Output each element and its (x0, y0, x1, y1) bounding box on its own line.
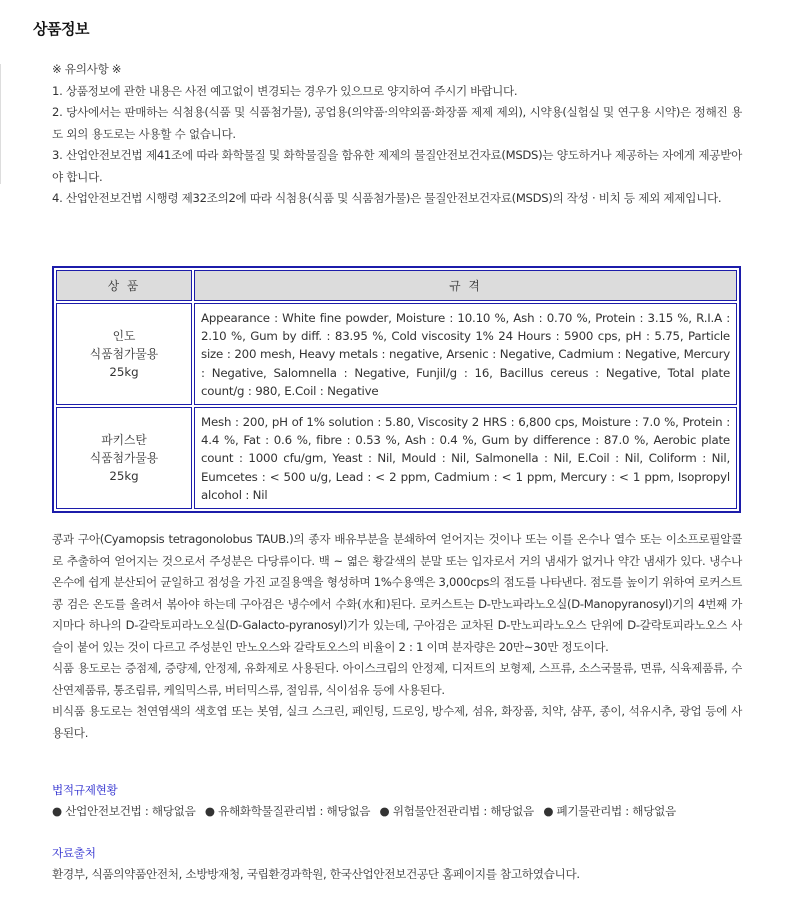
table-row (56, 407, 737, 509)
product-size: 25kg (109, 469, 139, 484)
product-cell (56, 303, 192, 405)
regulation-item: ● 유해화학물질관리법 : 해당없음 (204, 804, 371, 818)
regulation-item: ● 위험물안전관리법 : 해당없음 (379, 804, 534, 818)
regulation-item: ● 산업안전보건법 : 해당없음 (52, 804, 196, 818)
regulation-title: 법적규제현황 (52, 783, 118, 797)
page-title: 상품정보 (33, 20, 89, 38)
notice-heading: ※ 유의사항 ※ (52, 62, 122, 76)
header-product: 상 품 (56, 270, 192, 301)
left-divider (0, 64, 1, 184)
notice-item: 4. 산업안전보건법 시행령 제32조의2에 따라 식첨용(식품 및 식품첨가물)은 물질안전보건자료(MSDS)의 작성 · 비치 등 제외 제제입니다. (52, 191, 722, 205)
header-spec: 규 격 (194, 270, 737, 301)
product-origin: 파키스탄 (101, 433, 147, 448)
notice-item: 1. 상품정보에 관한 내용은 사전 예고없이 변경되는 경우가 있으므로 양지하여 주시기 바랍니다. (52, 83, 518, 98)
regulation-list (52, 803, 682, 819)
product-origin: 인도 (112, 329, 136, 343)
source-text: 환경부, 식품의약품안전처, 소방방재청, 국립환경과학원, 한국산업안전보건공단 홈페이지를 참고하였습니다. (52, 867, 580, 881)
table-header-row (56, 270, 737, 301)
spec-cell: Mesh : 200, pH of 1% solution : 5.80, Viscosity 2 HRS : 6,800 cps, Moisture : 7.0 %, Protein : 4.4 %, Fat : 0.6 %, fibre : 0.53 %, Ash : 0.4 %, Gum by difference : 87.0 %, Aerobic plate count : 1000 cfu/gm, Yeast : Nil, Mould : Nil, Salmonella : Nil, E.Coil : Nil, Coliform : Nil, Eumcetes : < 500 u/g, Lead : < 2 ppm, Cadmium : < 1 ppm, Mercury : < 1 ppm, Isopropyl alcohol : Nil (194, 407, 737, 509)
table-row (56, 303, 737, 405)
spec-cell: Appearance : White fine powder, Moisture : 10.10 %, Ash : 0.70 %, Protein : 3.15 %, R.I.A : 2.10 %, Gum by diff. : 83.95 %, Cold viscosity 1% 24 Hours : 5900 cps, pH : 5.75, Particle size : 200 mesh, Heavy metals : negative, Arsenic : Negative, Cadmium : Negative, Mercury : Negative, Salomnella : Negative, Funjil/g : 16, Bacillus cereus : Negative, Total plate count/g : 980, E.Coil : Negative (194, 303, 737, 405)
product-size: 25kg (109, 365, 139, 379)
product-grade: 식품첨가물용 (89, 347, 159, 361)
description-paragraph: 식품 용도로는 증점제, 증량제, 안정제, 유화제로 사용된다. 아이스크림의 안정제, 디저트의 보형제, 스프류, 소스국물류, 면류, 식육제품류, 수산연제품류, 통조림류, 케잌믹스류, 버터믹스류, 절임류, 식이섬유 등에 사용된다. (52, 661, 742, 697)
description-paragraph: 비식품 용도로는 천연염색의 색호엽 또는 봇염, 실크 스크린, 페인팅, 드로잉, 방수제, 섬유, 화장품, 치약, 샴푸, 종이, 석유시추, 광업 등에 사용된다. (52, 704, 742, 740)
spec-table (52, 266, 741, 513)
source-title: 자료출처 (52, 846, 96, 860)
product-description (52, 529, 742, 744)
notice-item: 3. 산업안전보건법 제41조에 따라 화학물질 및 화학물질을 함유한 제제의 물질안전보건자료(MSDS)는 양도하거나 제공하는 자에게 제공받아야 합니다. (52, 148, 742, 184)
notice-block (52, 59, 742, 210)
regulation-item: ● 폐기물관리법 : 해당없음 (543, 804, 676, 818)
notice-item: 2. 당사에서는 판매하는 식첨용(식품 및 식품첨가물), 공업용(의약품·의약외품·화장품 제제 제외), 시약용(실험실 및 연구용 시약)은 정해진 용도 외의 용도로는 사용할 수 없습니다. (52, 105, 742, 141)
description-paragraph: 콩과 구아(Cyamopsis tetragonolobus TAUB.)의 종자 배유부분을 분쇄하여 얻어지는 것이나 또는 이를 온수나 열수 또는 이소프로필알콜로 추출하여 얻어지는 것으로서 주성분은 다당류이다. 백 ~ 엷은 황갈색의 분말 또는 입자로서 거의 냄새가 없거나 약간 냄새가 있다. 냉수나 온수에 쉽게 분산되어 균일하고 점성을 가진 교질용액을 형성하며 1%수용액은 3,000cps의 점도를 나타낸다. 점도를 높이기 위하여 로커스트콩 검은 온도를 올려서 볶아야 하는데 구아검은 냉수에서 수화(水和)된다. 로커스트는 D-만노파라노오실(D-Manopyranosyl)기의 4번째 가지마다 하나의 D-갈락토피라노오실(D-Galacto-pyranosyl)기가 있는데, 구아검은 교차된 D-만노피라노오스 단위에 D-갈락토피라노오스 사슬이 붙어 있는 것이 다르고 주성분인 만노오스와 갈락토오스의 비율이 2 : 1 이며 분자량은 20만~30만 정도이다. (52, 532, 742, 654)
product-grade: 식품첨가물용 (89, 451, 159, 466)
product-cell (56, 407, 192, 509)
